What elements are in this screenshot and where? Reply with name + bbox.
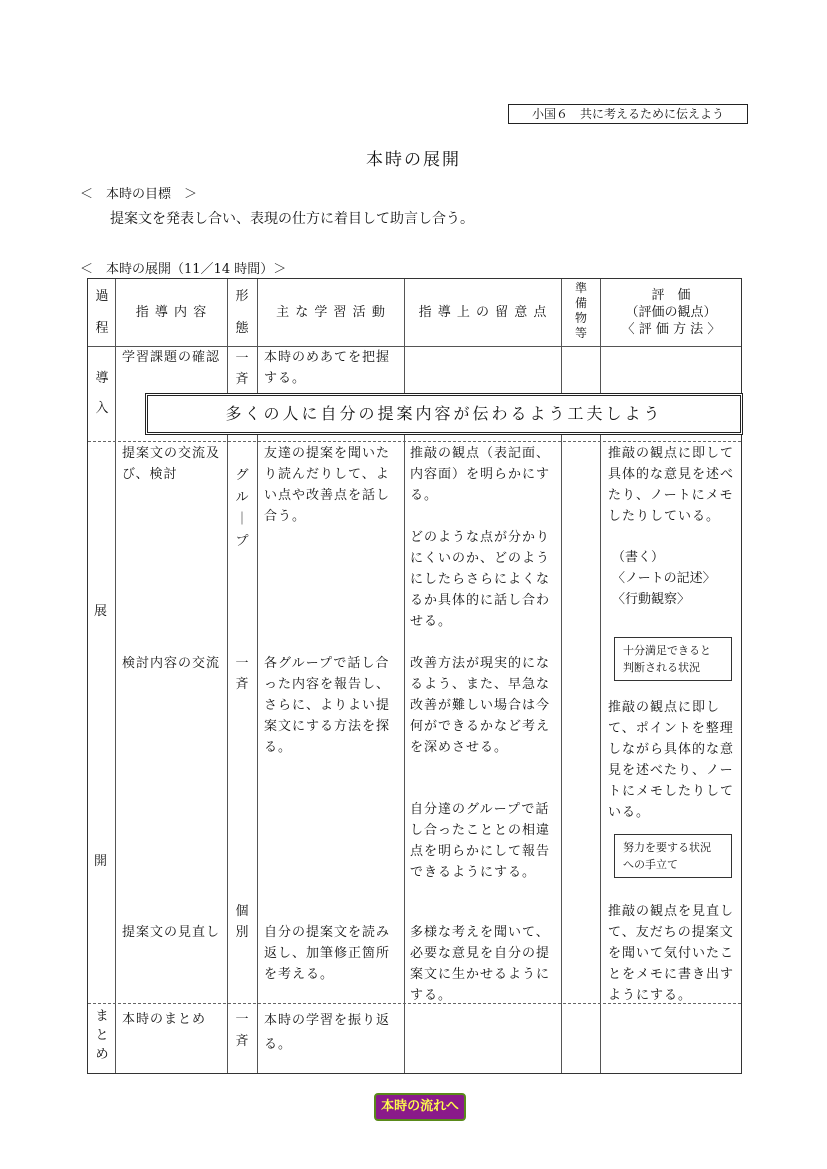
summary-label: ま と め — [95, 1009, 109, 1062]
row2-eval: 推敲の観点に即して、ポイントを整理しながら具体的な意見を述べたり、ノートにメモしたりしている。 — [608, 700, 735, 820]
row1-notes-1: 推敲の観点（表記面、内容面）を明らかにする。 — [410, 446, 551, 503]
box-support-needed: 努力を要する状況 への手立て — [614, 834, 732, 878]
develop-label-1: 展 — [94, 604, 109, 619]
row3-activity: 自分の提案文を読み返し、加筆修正箇所を考える。 — [264, 925, 391, 982]
lesson-goal-banner: 多くの人に自分の提案内容が伝わるよう工夫しよう — [145, 393, 743, 435]
unit-tag: 小国６ 共に考えるために伝えよう — [508, 104, 748, 124]
row2-content: 検討内容の交流 — [122, 656, 221, 671]
row3-form: 個 別 — [235, 904, 249, 940]
row2-form: 一 斉 — [235, 656, 249, 692]
summary-activity: 本時の学習を振り返る。 — [264, 1013, 391, 1052]
row3-notes: 多様な考えを聞いて、必要な意見を自分の提案文に生かせるようにする。 — [410, 925, 551, 1003]
header-content: 指 導 内 容 — [135, 305, 208, 320]
row3-content: 提案文の見直し — [122, 925, 221, 940]
develop-label-2: 開 — [94, 854, 109, 869]
page-title: 本時の展開 — [366, 150, 461, 170]
row2-notes-1: 改善方法が現実的になるよう、また、早急な改善が難しい場合は今何ができるかなど考えを深めさせる。 — [410, 656, 551, 755]
lesson-plan-table — [87, 278, 742, 1074]
row2-notes-2: 自分達のグループで話し合ったこととの相違点を明らかにして報告できるようにする。 — [410, 802, 551, 880]
header-prep: 準 備 物 等 — [574, 281, 587, 340]
intro-label: 導 入 — [95, 371, 109, 416]
header-process: 過 程 — [95, 289, 109, 336]
summary-form: 一 斉 — [235, 1012, 249, 1049]
intro-activity: 本時のめあてを把握する。 — [264, 350, 391, 386]
plan-heading: ＜ 本時の展開（11／14 時間）＞ — [80, 262, 287, 277]
row1-content: 提案文の交流及び、検討 — [122, 446, 221, 482]
row1-eval-methods: （書く） 〈ノートの記述〉 〈行動観察〉 — [612, 550, 716, 607]
header-activity: 主 な 学 習 活 動 — [276, 305, 386, 320]
lesson-flow-button[interactable]: 本時の流れへ — [374, 1093, 466, 1121]
box-satisfied-criteria: 十分満足できると 判断される状況 — [614, 637, 732, 681]
row1-activity: 友達の提案を聞いたり読んだりして、よい点や改善点を話し合う。 — [264, 446, 391, 524]
goal-text: 提案文を発表し合い、表現の仕方に着目して助言し合う。 — [110, 211, 474, 227]
summary-content: 本時のまとめ — [122, 1012, 207, 1027]
row1-notes-2: どのような点が分かりにくいのか、どのようにしたらさらによくなるか具体的に話し合わせる。 — [410, 530, 551, 629]
header-eval: 評 価 （評価の観点） 〈 評 価 方 法 〉 — [621, 288, 721, 337]
intro-content: 学習課題の確認 — [122, 350, 221, 365]
row2-activity: 各グループで話し合った内容を報告し、さらに、よりよい提案文にする方法を探る。 — [264, 656, 391, 755]
intro-form: 一 斉 — [235, 351, 249, 387]
goal-heading: ＜ 本時の目標 ＞ — [80, 187, 198, 202]
header-form: 形 態 — [235, 289, 249, 336]
row3-eval: 推敲の観点を見直して、友だちの提案文を聞いて気付いたことをメモに書き出すようにする。 — [608, 904, 735, 1003]
row1-form: グ ル ｜ プ — [235, 468, 249, 549]
row1-eval: 推敲の観点に即して具体的な意見を述べたり、ノートにメモしたりしている。 — [608, 446, 735, 524]
header-notes: 指 導 上 の 留 意 点 — [418, 305, 548, 320]
